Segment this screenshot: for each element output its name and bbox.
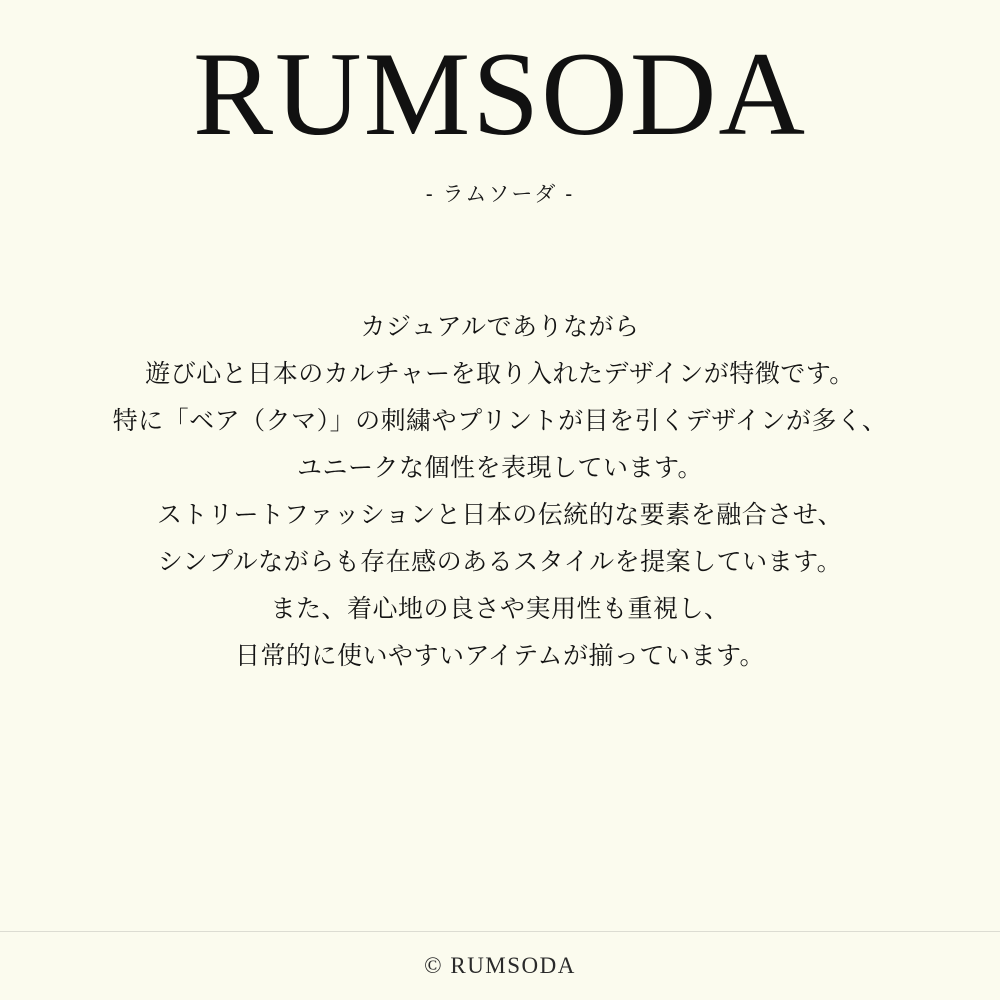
description-line: ユニークな個性を表現しています。 [296, 454, 703, 482]
description-line: ストリートファッションと日本の伝統的な要素を融合させ、 [156, 501, 843, 529]
description-line: 遊び心と日本のカルチャーを取り入れたデザインが特徴です。 [145, 360, 855, 388]
page-footer [0, 931, 1000, 1000]
copyright-text: © RUMSODA [424, 953, 576, 978]
description-line: 特に「ベア（クマ）」の刺繍やプリントが目を引くデザインが多く、 [112, 407, 888, 435]
brand-subtitle: - ラムソーダ - [425, 183, 575, 206]
description-line: また、着心地の良さや実用性も重視し、 [270, 595, 730, 623]
page-title: RUMSODA [192, 27, 808, 160]
description-line: シンプルながらも存在感のあるスタイルを提案しています。 [157, 548, 843, 576]
brand-header [0, 27, 1000, 208]
brand-description [0, 304, 1000, 680]
description-line: カジュアルでありながら [360, 313, 640, 341]
description-line: 日常的に使いやすいアイテムが揃っています。 [234, 642, 765, 670]
